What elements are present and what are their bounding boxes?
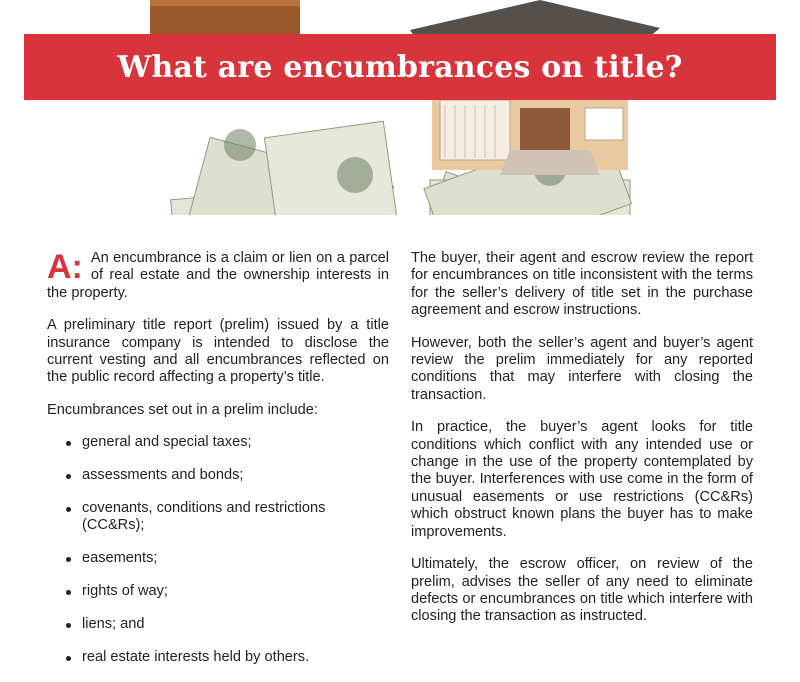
list-item: rights of way;: [47, 583, 389, 600]
intro-text: An encumbrance is a claim or lien on a parcel of real estate and the ownership interests in the property.: [47, 250, 389, 301]
encumbrance-list: [47, 434, 389, 666]
right-column: [411, 250, 753, 641]
answer-mark: A:: [47, 248, 83, 286]
list-item: assessments and bonds;: [47, 467, 389, 484]
paragraph-prelim: A preliminary title report (prelim) issued by a title insurance company is intended to disclose the current vesting and all encumbrances reflected on the public record affecting a property’s title.: [47, 317, 389, 386]
intro-paragraph: [47, 250, 389, 302]
list-item: general and special taxes;: [47, 434, 389, 451]
list-intro: Encumbrances set out in a prelim include:: [47, 401, 318, 418]
paragraph-review: The buyer, their agent and escrow review the report for encumbrances on title inconsistent with the terms for the seller’s delivery of title set in the purchase agreement and escrow instructions.: [411, 250, 753, 319]
hero-image: [0, 0, 800, 215]
paragraph-agents: However, both the seller’s agent and buyer’s agent review the prelim immediately for any reported conditions that may interfere with closing the transaction.: [411, 334, 753, 403]
page-title: What are encumbrances on title?: [117, 49, 683, 85]
title-banner: [24, 34, 776, 100]
paragraph-practice: In practice, the buyer’s agent looks for title conditions which conflict with any intended use or change in the use of the property contemplated by the buyer. Interferences with use come in the form of unusual easements or use restrictions (CC&Rs) which obstruct known plans the buyer has to make improvements.: [411, 419, 753, 540]
left-column: [47, 250, 389, 682]
list-item: easements;: [47, 550, 389, 567]
house-on-money-icon: [0, 0, 800, 215]
list-item: liens; and: [47, 616, 389, 633]
list-item: real estate interests held by others.: [47, 649, 389, 666]
list-item: covenants, conditions and restrictions (CC&Rs);: [47, 500, 389, 535]
paragraph-escrow: Ultimately, the escrow officer, on review of the prelim, advises the seller of any need to eliminate defects or encumbrances on title which interfere with closing the transaction as instructed.: [411, 556, 753, 625]
